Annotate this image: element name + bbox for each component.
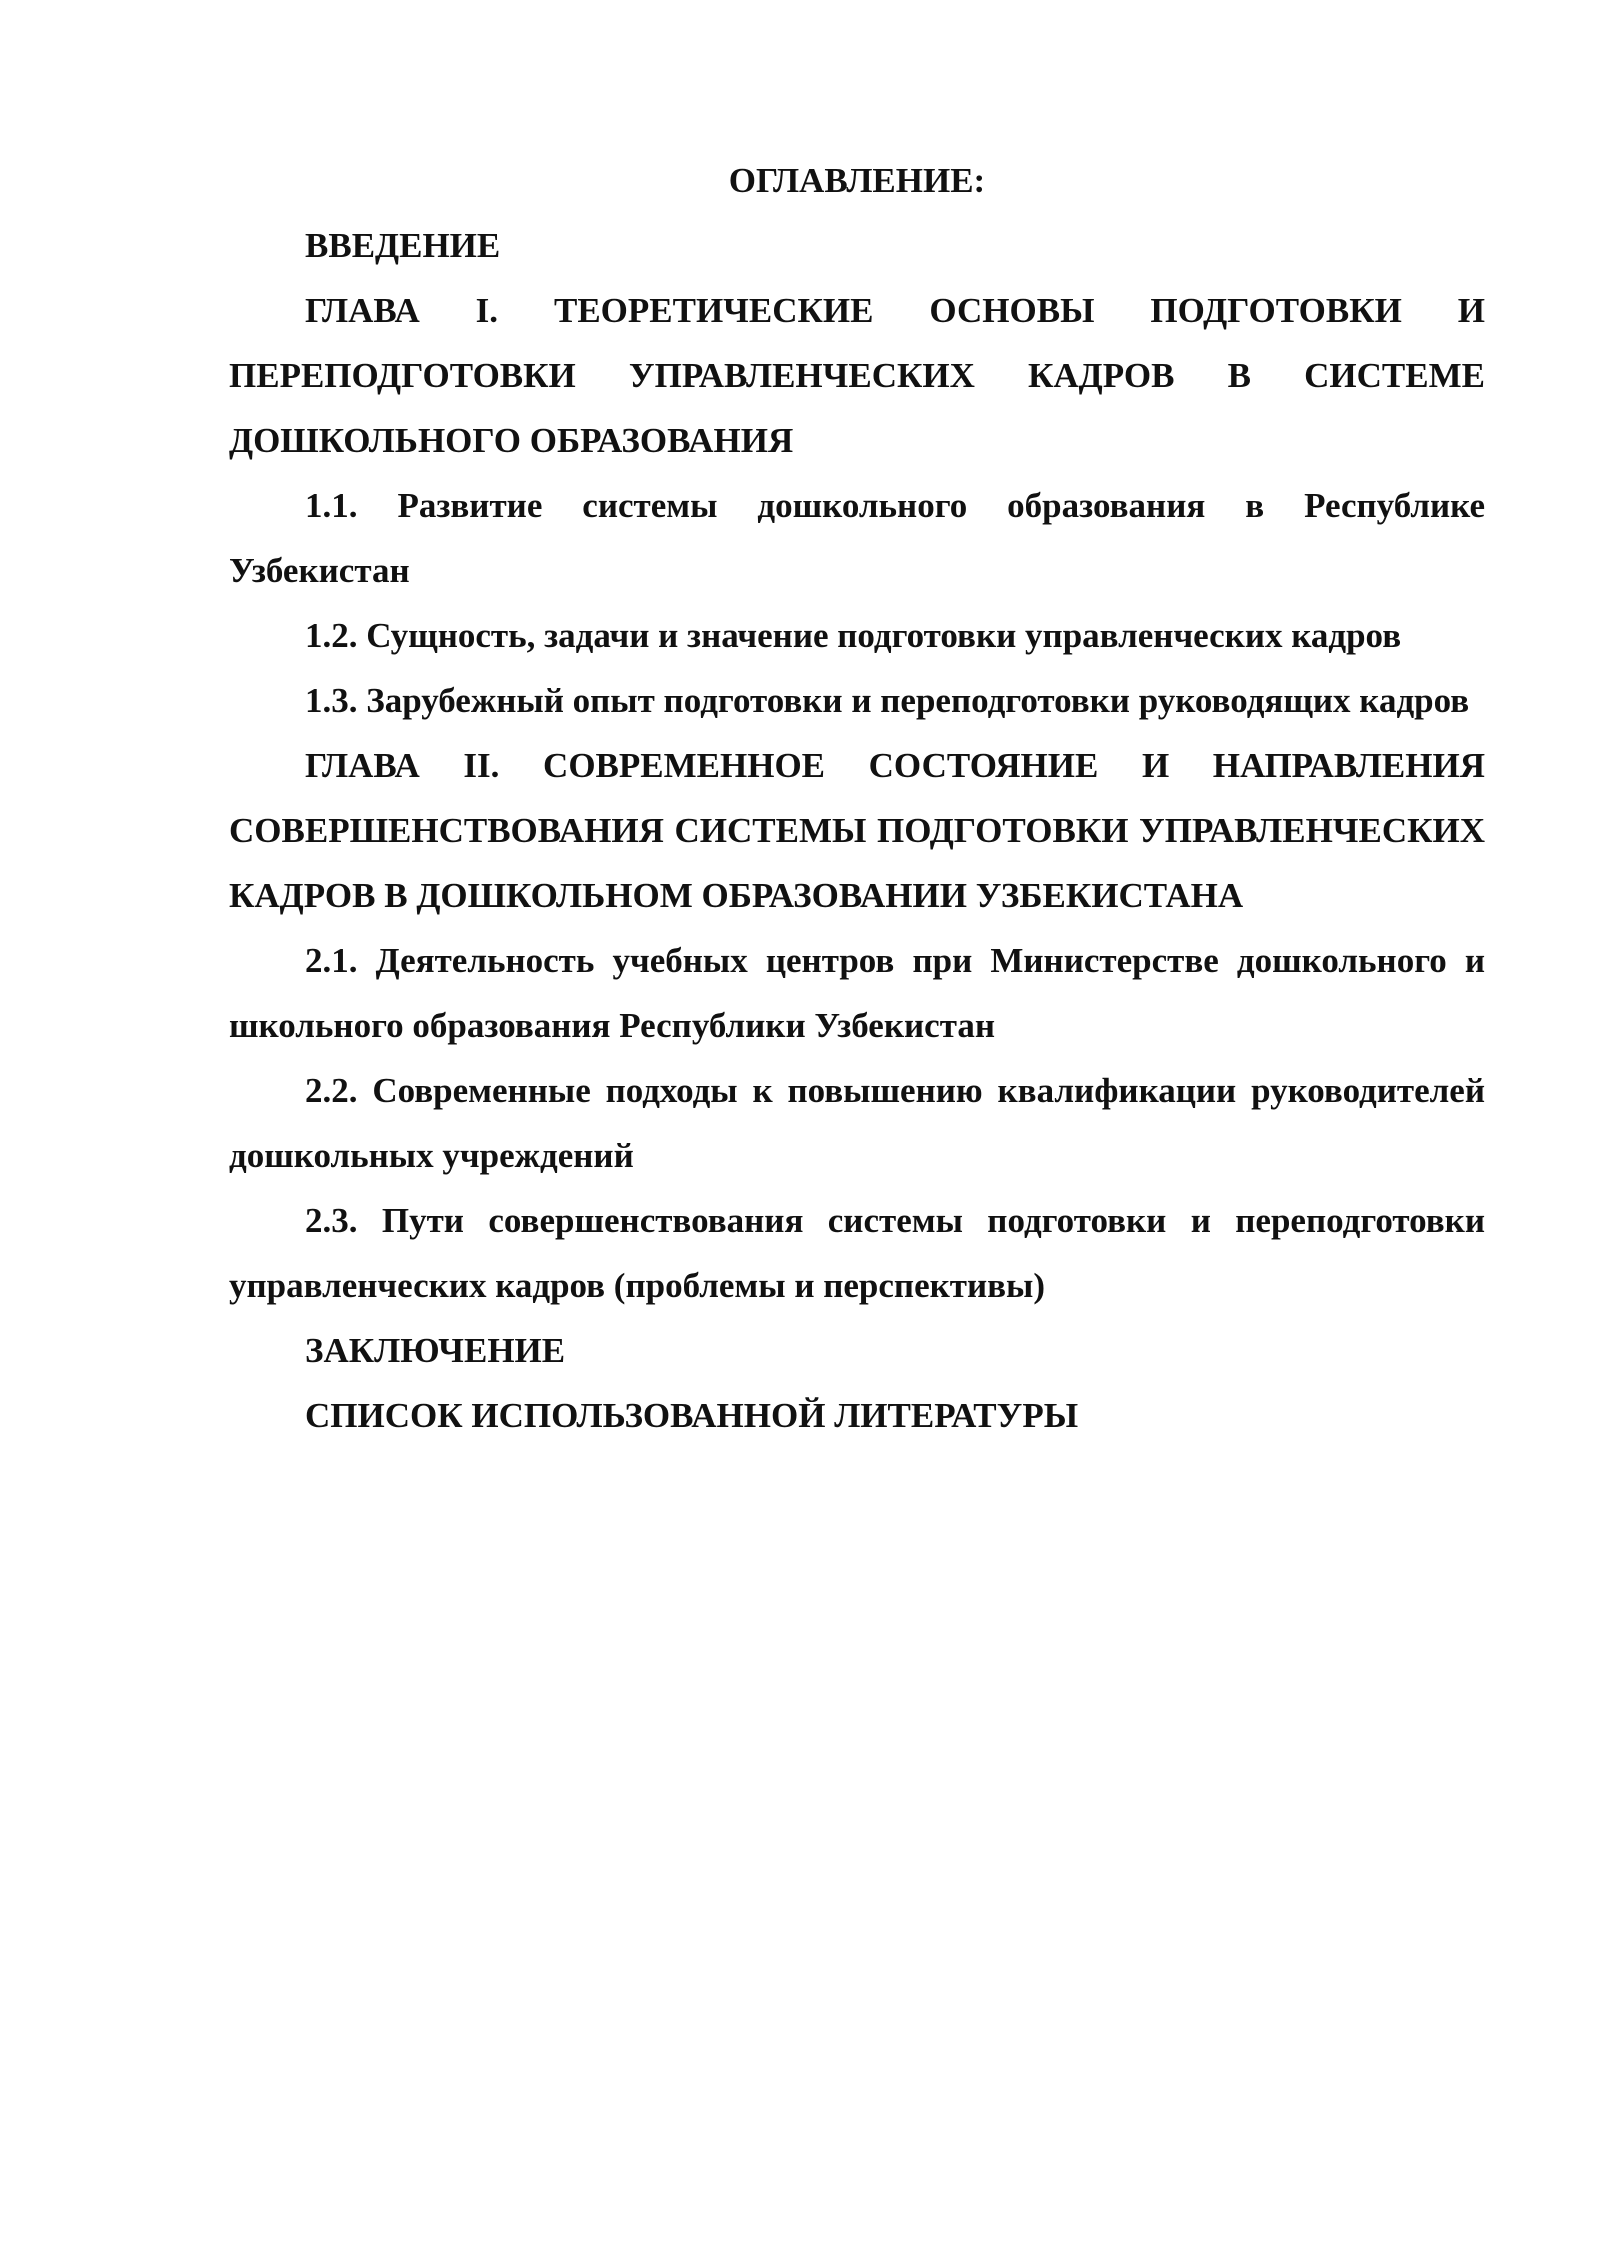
toc-entry-bibliography: СПИСОК ИСПОЛЬЗОВАННОЙ ЛИТЕРАТУРЫ [305, 1396, 1079, 1435]
toc-entry-introduction: ВВЕДЕНИЕ [305, 226, 501, 265]
toc-entry-section-1-1: 1.1. Развитие системы дошкольного образования в Республике Узбекистан [229, 486, 1485, 590]
toc-entry-chapter-2: ГЛАВА II. СОВРЕМЕННОЕ СОСТОЯНИЕ И НАПРАВЛЕНИЯ СОВЕРШЕНСТВОВАНИЯ СИСТЕМЫ ПОДГОТОВКИ УПРАВЛЕНЧЕСКИХ КАДРОВ В ДОШКОЛЬНОМ ОБРАЗОВАНИИ УЗБЕКИСТАНА [229, 746, 1485, 915]
toc-entry-section-2-2: 2.2. Современные подходы к повышению квалификации руководителей дошкольных учреждений [229, 1071, 1485, 1175]
toc-entry-section-2-3: 2.3. Пути совершенствования системы подготовки и переподготовки управленческих кадров (проблемы и перспективы) [229, 1201, 1485, 1305]
toc-entry-section-2-1: 2.1. Деятельность учебных центров при Министерстве дошкольного и школьного образования Республики Узбекистан [229, 941, 1485, 1045]
toc-entry-chapter-1: ГЛАВА I. ТЕОРЕТИЧЕСКИЕ ОСНОВЫ ПОДГОТОВКИ И ПЕРЕПОДГОТОВКИ УПРАВЛЕНЧЕСКИХ КАДРОВ В СИСТЕМЕ ДОШКОЛЬНОГО ОБРАЗОВАНИЯ [229, 291, 1485, 460]
toc-entry-section-1-2: 1.2. Сущность, задачи и значение подготовки управленческих кадров [305, 616, 1402, 655]
document-page [229, 148, 1485, 1448]
toc-entry-section-1-3: 1.3. Зарубежный опыт подготовки и переподготовки руководящих кадров [305, 681, 1470, 720]
toc-entry-conclusion: ЗАКЛЮЧЕНИЕ [305, 1331, 566, 1370]
toc-title: ОГЛАВЛЕНИЕ: [728, 161, 986, 200]
